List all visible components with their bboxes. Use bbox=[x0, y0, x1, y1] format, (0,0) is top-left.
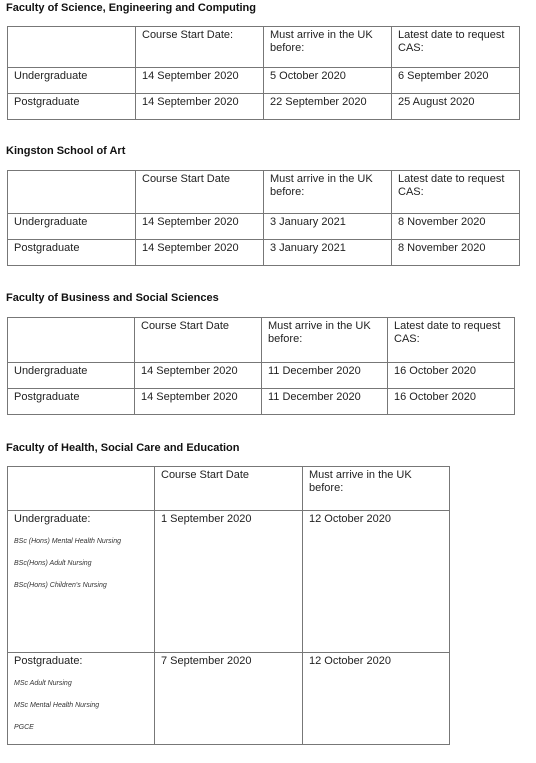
table-header-row bbox=[8, 27, 520, 68]
level-cell: Postgraduate bbox=[8, 94, 136, 120]
course-name: BSc(Hons) Children's Nursing bbox=[14, 582, 107, 589]
date-cell: 14 September 2020 bbox=[136, 240, 264, 266]
section-title-art: Kingston School of Art bbox=[6, 145, 126, 157]
date-cell: 22 September 2020 bbox=[264, 94, 392, 120]
dates-table-science bbox=[7, 26, 520, 120]
course-name: MSc Mental Health Nursing bbox=[14, 702, 100, 709]
date-cell: 14 September 2020 bbox=[135, 389, 262, 415]
table-row bbox=[8, 363, 515, 389]
level-cell: Undergraduate bbox=[8, 363, 135, 389]
table-row bbox=[8, 68, 520, 94]
header-cell bbox=[8, 171, 136, 214]
header-cell bbox=[8, 27, 136, 68]
course-name: BSc(Hons) Adult Nursing bbox=[14, 560, 92, 567]
header-cell: Latest date to request CAS: bbox=[392, 27, 520, 68]
section-title-science: Faculty of Science, Engineering and Computing bbox=[6, 2, 256, 14]
header-cell: Latest date to request CAS: bbox=[388, 318, 515, 363]
header-cell: Latest date to request CAS: bbox=[392, 171, 520, 214]
header-cell bbox=[8, 318, 135, 363]
date-cell: 14 September 2020 bbox=[135, 363, 262, 389]
course-name: PGCE bbox=[14, 724, 34, 731]
date-cell: 3 January 2021 bbox=[264, 214, 392, 240]
level-label: Undergraduate: bbox=[14, 513, 91, 525]
date-cell: 12 October 2020 bbox=[303, 653, 450, 745]
level-cell: Postgraduate bbox=[8, 389, 135, 415]
date-cell: 11 December 2020 bbox=[262, 389, 388, 415]
date-cell: 3 January 2021 bbox=[264, 240, 392, 266]
date-cell: 11 December 2020 bbox=[262, 363, 388, 389]
level-cell: Undergraduate bbox=[8, 214, 136, 240]
header-cell: Must arrive in the UK before: bbox=[262, 318, 388, 363]
date-cell: 7 September 2020 bbox=[155, 653, 303, 745]
header-cell: Must arrive in the UK before: bbox=[264, 27, 392, 68]
date-cell: 8 November 2020 bbox=[392, 240, 520, 266]
header-cell: Must arrive in the UK before: bbox=[303, 467, 450, 511]
date-cell: 12 October 2020 bbox=[303, 511, 450, 653]
level-cell bbox=[8, 511, 155, 653]
table-header-row bbox=[8, 467, 450, 511]
dates-table-business bbox=[7, 317, 515, 415]
dates-table-art bbox=[7, 170, 520, 266]
table-header-row bbox=[8, 318, 515, 363]
table-row bbox=[8, 511, 450, 653]
date-cell: 16 October 2020 bbox=[388, 389, 515, 415]
table-row bbox=[8, 94, 520, 120]
course-name: MSc Adult Nursing bbox=[14, 680, 72, 687]
date-cell: 25 August 2020 bbox=[392, 94, 520, 120]
header-cell: Course Start Date bbox=[135, 318, 262, 363]
level-cell: Undergraduate bbox=[8, 68, 136, 94]
header-cell: Course Start Date bbox=[155, 467, 303, 511]
header-cell: Course Start Date: bbox=[136, 27, 264, 68]
date-cell: 5 October 2020 bbox=[264, 68, 392, 94]
header-cell: Course Start Date bbox=[136, 171, 264, 214]
date-cell: 14 September 2020 bbox=[136, 214, 264, 240]
level-cell bbox=[8, 653, 155, 745]
level-label: Postgraduate: bbox=[14, 655, 83, 667]
header-cell bbox=[8, 467, 155, 511]
table-row bbox=[8, 240, 520, 266]
header-cell: Must arrive in the UK before: bbox=[264, 171, 392, 214]
date-cell: 16 October 2020 bbox=[388, 363, 515, 389]
date-cell: 1 September 2020 bbox=[155, 511, 303, 653]
table-row bbox=[8, 214, 520, 240]
course-name: BSc (Hons) Mental Health Nursing bbox=[14, 538, 121, 545]
date-cell: 6 September 2020 bbox=[392, 68, 520, 94]
section-title-health: Faculty of Health, Social Care and Education bbox=[6, 442, 240, 454]
section-title-business: Faculty of Business and Social Sciences bbox=[6, 292, 219, 304]
date-cell: 14 September 2020 bbox=[136, 94, 264, 120]
date-cell: 8 November 2020 bbox=[392, 214, 520, 240]
level-cell: Postgraduate bbox=[8, 240, 136, 266]
dates-table-health bbox=[7, 466, 450, 745]
table-row bbox=[8, 653, 450, 745]
table-header-row bbox=[8, 171, 520, 214]
date-cell: 14 September 2020 bbox=[136, 68, 264, 94]
table-row bbox=[8, 389, 515, 415]
